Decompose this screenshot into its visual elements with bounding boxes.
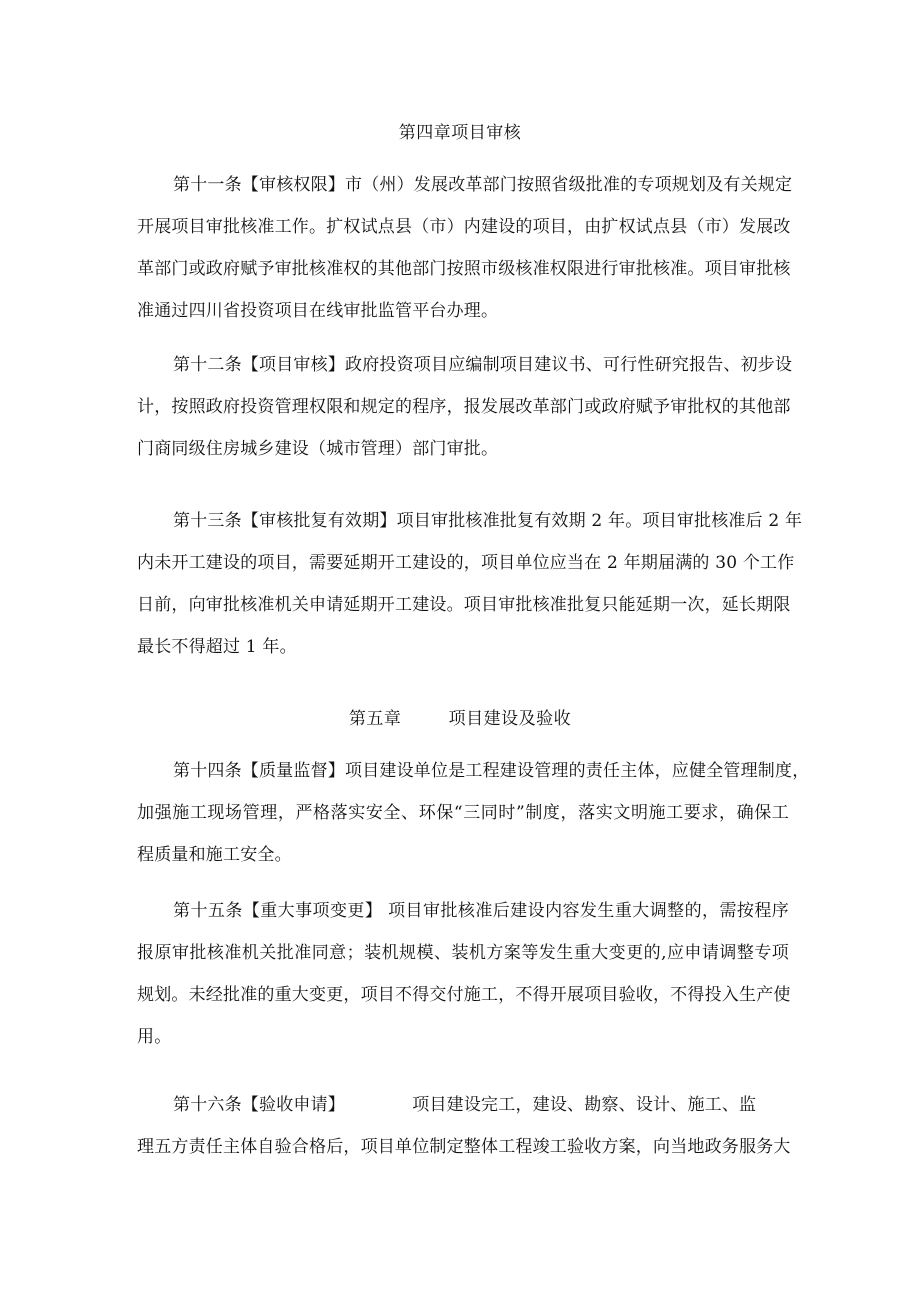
chapter-5-title: 第五章 项目建设及验收 (348, 709, 572, 729)
article-14 (137, 750, 810, 876)
article-16 (137, 1084, 789, 1168)
article-15 (137, 890, 789, 1058)
article-15-line: 报原审批核准机关批准同意；装机规模、装机方案等发生重大变更的,应申请调整专项 (137, 943, 789, 963)
article-12-line: 计，按照政府投资管理权限和规定的程序，报发展改革部门或政府赋予审批权的其他部 (137, 397, 791, 417)
article-15-line: 第十五条【重大事项变更】 项目审批核准后建设内容发生重大调整的，需按程序 (173, 901, 789, 921)
article-11-line: 开展项目审批核准工作。扩权试点县（市）内建设的项目，由扩权试点县（市）发展改 (137, 217, 791, 237)
article-13-line: 日前，向审批核准机关申请延期开工建设。项目审批核准批复只能延期一次，延长期限 (137, 595, 791, 615)
chapter-4-title: 第四章项目审核 (398, 123, 522, 143)
article-14-line: 第十四条【质量监督】项目建设单位是工程建设管理的责任主体，应健全管理制度， (173, 761, 810, 781)
article-13-line: 最长不得超过 1 年。 (137, 637, 297, 657)
article-12 (137, 344, 793, 470)
article-15-line: 用。 (137, 1027, 172, 1047)
article-12-line: 第十二条【项目审核】政府投资项目应编制项目建议书、可行性研究报告、初步设 (173, 355, 793, 375)
article-12-line: 门商同级住房城乡建设（城市管理）部门审批。 (137, 439, 499, 459)
article-13-line: 第十三条【审核批复有效期】项目审批核准批复有效期 2 年。项目审批核准后 2 年 (173, 511, 803, 531)
article-11-line: 第十一条【审核权限】市（州）发展改革部门按照省级批准的专项规划及有关规定 (173, 175, 793, 195)
article-11-line: 革部门或政府赋予审批核准权的其他部门按照市级核准权限进行审批核准。项目审批核 (137, 259, 791, 279)
article-15-line: 规划。未经批准的重大变更，项目不得交付施工，不得开展项目验收，不得投入生产使 (137, 985, 791, 1005)
article-11 (137, 164, 793, 332)
article-13 (137, 500, 803, 668)
article-16-line: 第十六条【验收申请】 项目建设完工，建设、勘察、设计、施工、监 (173, 1095, 757, 1115)
article-14-line: 程质量和施工安全。 (137, 845, 292, 865)
article-14-line: 加强施工现场管理，严格落实安全、环保“三同时”制度，落实文明施工要求，确保工 (137, 803, 789, 823)
article-13-line: 内未开工建设的项目，需要延期开工建设的，项目单位应当在 2 年期届满的 30 个工作 (137, 553, 795, 573)
article-11-line: 准通过四川省投资项目在线审批监管平台办理。 (137, 301, 499, 321)
article-16-line: 理五方责任主体自验合格后，项目单位制定整体工程竣工验收方案，向当地政务服务大 (137, 1137, 791, 1157)
